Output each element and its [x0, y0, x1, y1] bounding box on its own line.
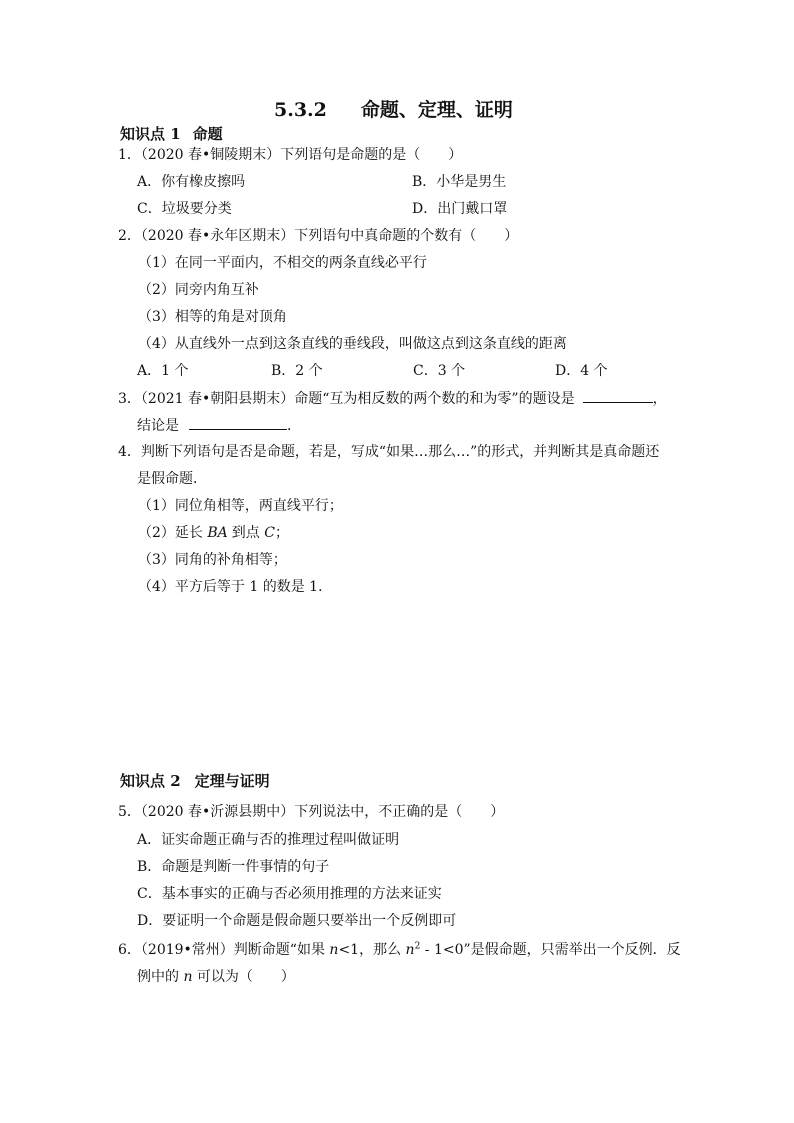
q5-option-a: A．证实命题正确与否的推理过程叫做证明 [137, 832, 400, 848]
q4-item-1: （1）同位角相等，两直线平行； [138, 498, 343, 514]
point-label: C [264, 525, 275, 541]
question-text: 结论是 [137, 418, 179, 434]
punctuation: ． [287, 418, 301, 434]
question-text: 例中的 [137, 969, 184, 985]
item-text: 到点 [231, 525, 265, 541]
question-text: 可以为（ ） [192, 969, 295, 985]
question-number: 6． [118, 942, 141, 958]
q1-option-a: A．你有橡皮擦吗 [137, 174, 246, 190]
variable-n: n [405, 942, 415, 958]
q2-option-b: B．2 个 [271, 363, 323, 379]
section-label: 知识点 1 [120, 125, 181, 143]
question-text: （2020 春•永年区期末）下列语句中真命题的个数有（ ） [140, 228, 519, 244]
q4-item-2 [138, 523, 289, 543]
answer-blank-premise[interactable] [583, 388, 653, 403]
question-number: 3． [118, 391, 141, 407]
q2-item-2: （2）同旁内角互补 [138, 282, 259, 298]
question-3-line-2 [137, 415, 301, 436]
q5-option-d: D．要证明一个命题是假命题只要举出一个反例即可 [137, 913, 457, 929]
question-number: 5． [118, 804, 141, 820]
q2-option-a: A．1 个 [137, 363, 189, 379]
q4-item-4: （4）平方后等于 1 的数是 1． [138, 579, 333, 595]
q2-item-3: （3）相等的角是对顶角 [138, 309, 287, 325]
punctuation: ； [274, 525, 289, 541]
question-5-stem [118, 802, 504, 822]
q2-item-4: （4）从直线外一点到这条直线的垂线段，叫做这点到这条直线的距离 [138, 336, 567, 352]
title-number: 5.3.2 [274, 99, 327, 121]
question-6-line-2 [137, 967, 295, 987]
question-text: （2020 春•沂源县期中）下列说法中，不正确的是（ ） [140, 804, 505, 820]
question-6-stem [118, 940, 681, 960]
section-heading-2 [120, 771, 270, 791]
question-text: 判断下列语句是否是命题，若是，写成“如果…那么…”的形式，并判断其是真命题还 [140, 444, 660, 460]
punctuation: ， [652, 391, 667, 407]
question-1-stem [118, 145, 462, 165]
title-text: 命题、定理、证明 [360, 99, 513, 121]
item-text: （2）延长 [138, 525, 208, 541]
q2-option-d: D．4 个 [555, 363, 608, 379]
answer-blank-conclusion[interactable] [189, 415, 287, 430]
page-title [274, 100, 513, 120]
q4-item-3: （3）同角的补角相等； [138, 552, 287, 568]
q2-item-1: （1）在同一平面内，不相交的两条直线必平行 [138, 255, 427, 271]
q5-option-c: C．基本事实的正确与否必须用推理的方法来证实 [137, 886, 442, 902]
section-heading-1 [120, 124, 223, 144]
question-text: - 1<0”是假命题，只需举出一个反例．反 [420, 942, 681, 958]
segment-label: BA [207, 525, 228, 541]
q1-option-b: B．小华是男生 [412, 174, 507, 190]
question-text: （2021 春•朝阳县期末）命题“互为相反数的两个数的和为零”的题设是 [140, 391, 575, 407]
variable-n: n [329, 942, 339, 958]
question-4-stem-line-2: 是假命题． [137, 471, 207, 487]
q1-option-c: C．垃圾要分类 [137, 201, 232, 217]
question-number: 1． [118, 147, 141, 163]
q5-option-b: B．命题是判断一件事情的句子 [137, 859, 330, 875]
section-label: 知识点 2 [120, 772, 181, 790]
section-name: 定理与证明 [194, 772, 270, 790]
q2-option-c: C．3 个 [413, 363, 466, 379]
question-text: （2020 春•铜陵期末）下列语句是命题的是（ ） [140, 147, 463, 163]
question-text: （2019•常州）判断命题“如果 [140, 942, 330, 958]
question-3-stem [118, 388, 667, 409]
question-number: 4． [118, 444, 141, 460]
exponent: 2 [414, 941, 421, 952]
q1-option-d: D．出门戴口罩 [412, 201, 508, 217]
question-text: <1，那么 [338, 942, 406, 958]
variable-n: n [183, 969, 193, 985]
question-4-stem [118, 442, 659, 462]
question-2-stem [118, 226, 518, 246]
section-name: 命题 [192, 125, 223, 143]
question-number: 2． [118, 228, 141, 244]
